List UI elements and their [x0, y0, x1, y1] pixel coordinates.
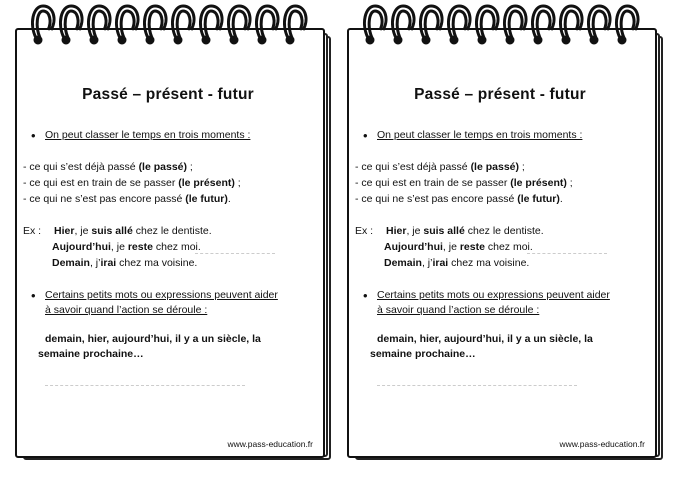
words-intro-line1: • Certains petits mots ou expressions peuvent aider	[45, 289, 278, 301]
moment-past: - ce qui s’est déjà passé (le passé) ;	[23, 161, 193, 173]
moment-past: - ce qui s’est déjà passé (le passé) ;	[355, 161, 525, 173]
intro-text: • On peut classer le temps en trois moments :	[377, 129, 582, 141]
notebook-card-left	[13, 0, 335, 470]
example-present: Aujourd’hui, je reste chez moi.	[384, 241, 533, 253]
words-line1: demain, hier, aujourd’hui, il y a un siècle, la	[377, 333, 593, 345]
faint-dash	[377, 385, 577, 386]
examples-label: Ex :	[355, 225, 374, 237]
faint-dash	[45, 385, 245, 386]
moment-future: - ce qui ne s’est pas encore passé (le futur).	[355, 193, 563, 205]
example-present: Aujourd’hui, je reste chez moi.	[52, 241, 201, 253]
words-intro-line1: • Certains petits mots ou expressions peuvent aider	[377, 289, 610, 301]
example-future: Demain, j’irai chez ma voisine.	[52, 257, 198, 269]
example-future: Demain, j’irai chez ma voisine.	[384, 257, 530, 269]
notebook-card-right	[345, 0, 667, 470]
words-line2: semaine prochaine…	[370, 348, 476, 360]
card-content	[15, 28, 321, 454]
card-title: Passé – présent - futur	[82, 86, 254, 103]
words-intro-line2: à savoir quand l’action se déroule :	[45, 304, 208, 316]
website-footer: www.pass-education.fr	[227, 439, 313, 449]
moment-future: - ce qui ne s’est pas encore passé (le futur).	[23, 193, 231, 205]
card-content	[347, 28, 653, 454]
card-title: Passé – présent - futur	[414, 86, 586, 103]
faint-dash	[527, 253, 607, 254]
moment-present: - ce qui est en train de se passer (le présent) ;	[355, 177, 573, 189]
example-past: Hier, je suis allé chez le dentiste.	[54, 225, 212, 237]
words-line2: semaine prochaine…	[38, 348, 144, 360]
website-footer: www.pass-education.fr	[559, 439, 645, 449]
example-past: Hier, je suis allé chez le dentiste.	[386, 225, 544, 237]
intro-text: • On peut classer le temps en trois moments :	[45, 129, 250, 141]
examples-label: Ex :	[23, 225, 42, 237]
words-intro-line2: à savoir quand l’action se déroule :	[377, 304, 540, 316]
faint-dash	[195, 253, 275, 254]
moment-present: - ce qui est en train de se passer (le présent) ;	[23, 177, 241, 189]
words-line1: demain, hier, aujourd’hui, il y a un siècle, la	[45, 333, 261, 345]
